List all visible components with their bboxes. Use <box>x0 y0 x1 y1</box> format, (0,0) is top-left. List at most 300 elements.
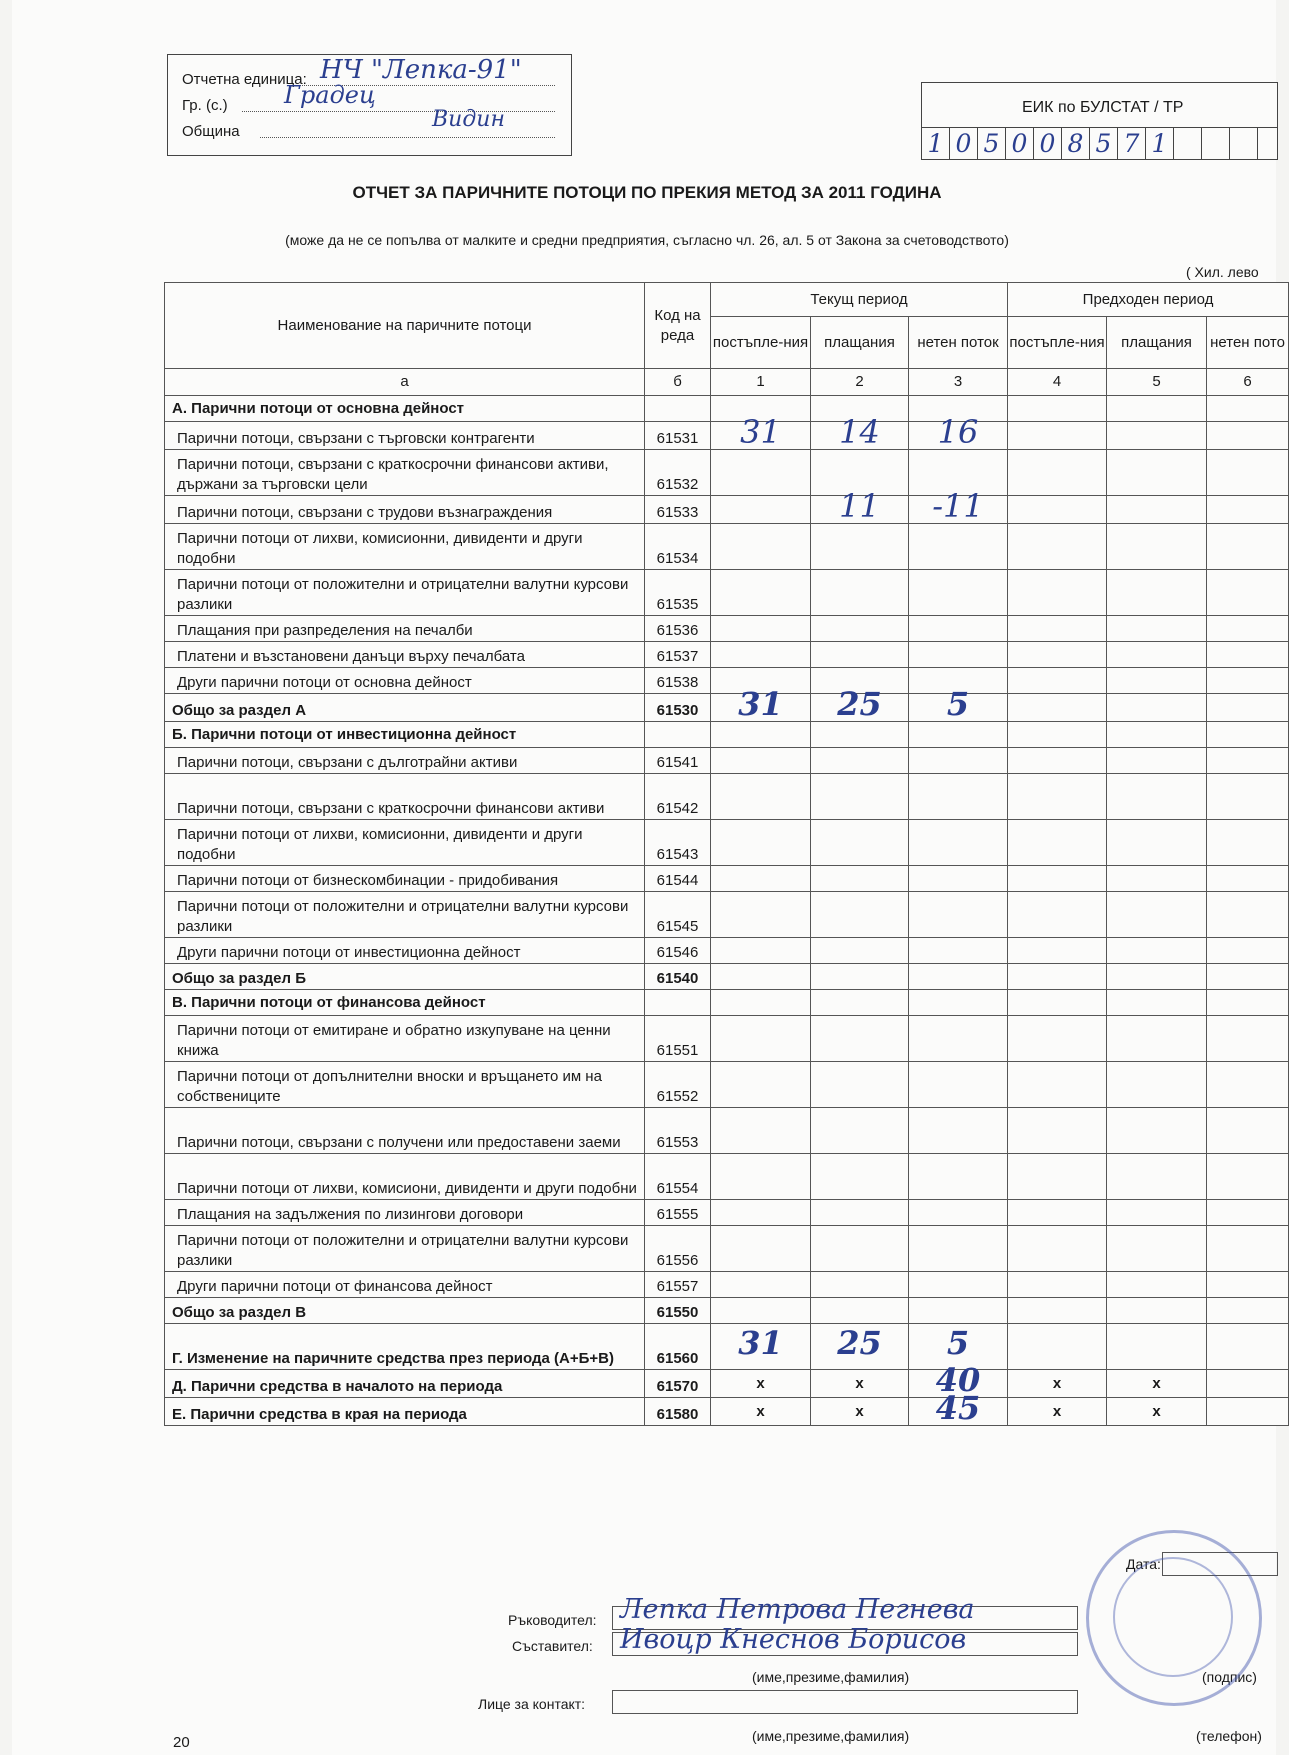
value-cell[interactable] <box>811 820 909 866</box>
value-cell[interactable] <box>1207 1324 1289 1370</box>
table-row <box>165 1016 1289 1062</box>
value-cell[interactable] <box>1008 866 1107 892</box>
row-code: 61545 <box>645 892 711 938</box>
value-cell[interactable] <box>909 774 1008 820</box>
table-row <box>165 1062 1289 1108</box>
value-cell[interactable] <box>1207 450 1289 496</box>
value-cell[interactable] <box>1107 396 1207 422</box>
eik-digit[interactable]: 0 <box>1006 128 1034 160</box>
value-cell[interactable] <box>1107 616 1207 642</box>
column-index: 2 <box>811 369 909 396</box>
value-cell[interactable] <box>1207 892 1289 938</box>
value-cell[interactable] <box>1107 422 1207 450</box>
value-cell[interactable] <box>711 938 811 964</box>
contact-field[interactable] <box>612 1690 1078 1714</box>
row-code: 61530 <box>645 694 711 722</box>
eik-digit[interactable] <box>1202 128 1230 160</box>
city-label: Гр. (с.) <box>182 97 228 114</box>
eik-digit[interactable]: 0 <box>950 128 978 160</box>
value-cell[interactable] <box>1107 990 1207 1016</box>
value-cell[interactable] <box>1107 748 1207 774</box>
table-row <box>165 496 1289 524</box>
value-cell[interactable] <box>1008 450 1107 496</box>
header-net-flow: нетен пото <box>1207 317 1289 369</box>
value-cell[interactable] <box>711 616 811 642</box>
row-code: 61541 <box>645 748 711 774</box>
eik-digit[interactable]: 1 <box>1146 128 1174 160</box>
section-header-row <box>165 722 1289 748</box>
row-code: 61532 <box>645 450 711 496</box>
report-subtitle: (може да не се попълва от малките и средни предприятия, съгласно чл. 26, ал. 5 от Закона за счетоводството) <box>285 232 1009 248</box>
value-cell[interactable] <box>811 990 909 1016</box>
column-index: 6 <box>1207 369 1289 396</box>
value-cell[interactable] <box>909 685 1008 723</box>
value-cell[interactable] <box>1008 668 1107 694</box>
value-cell[interactable] <box>711 1062 811 1108</box>
value-cell[interactable] <box>1207 964 1289 990</box>
value-cell[interactable] <box>1107 570 1207 616</box>
value-cell[interactable] <box>811 1324 909 1370</box>
value-cell[interactable] <box>1207 990 1289 1016</box>
value-cell[interactable] <box>1107 1398 1207 1426</box>
value-cell[interactable] <box>1107 642 1207 668</box>
table-row <box>165 774 1289 820</box>
row-code: 61538 <box>645 668 711 694</box>
value-cell[interactable] <box>811 642 909 668</box>
eik-digit[interactable]: 8 <box>1062 128 1090 160</box>
value-cell[interactable] <box>909 892 1008 938</box>
eik-digit[interactable]: 5 <box>978 128 1006 160</box>
value-cell[interactable] <box>1207 668 1289 694</box>
row-name: Общо за раздел А <box>165 694 645 722</box>
value-cell[interactable] <box>711 990 811 1016</box>
value-cell[interactable] <box>711 524 811 570</box>
value-cell[interactable] <box>1008 1398 1107 1426</box>
value-cell[interactable] <box>1107 722 1207 748</box>
value-cell[interactable] <box>909 1154 1008 1200</box>
row-name: Общо за раздел В <box>165 1298 645 1324</box>
value-cell[interactable] <box>1207 722 1289 748</box>
value-cell[interactable] <box>1008 570 1107 616</box>
value-cell[interactable] <box>1107 892 1207 938</box>
table-row <box>165 524 1289 570</box>
column-index: 1 <box>711 369 811 396</box>
value-cell[interactable] <box>1008 820 1107 866</box>
row-name: Парични потоци от лихви, комисионни, дивиденти и други подобни <box>165 524 645 570</box>
value-cell[interactable] <box>711 866 811 892</box>
table-row <box>165 1154 1289 1200</box>
value-cell[interactable] <box>1107 668 1207 694</box>
value-cell[interactable] <box>1207 1272 1289 1298</box>
value-cell[interactable] <box>1107 1062 1207 1108</box>
value-cell[interactable] <box>1107 964 1207 990</box>
row-name: Парични потоци от положителни и отрицателни валутни курсови разлики <box>165 892 645 938</box>
row-code: 61535 <box>645 570 711 616</box>
row-name: Други парични потоци от основна дейност <box>165 668 645 694</box>
header-payments: плащания <box>1107 317 1207 369</box>
value-cell[interactable] <box>811 1200 909 1226</box>
table-row <box>165 450 1289 496</box>
eik-digit-cells <box>922 127 1277 160</box>
value-cell[interactable] <box>811 1226 909 1272</box>
handwritten-value: 31 <box>738 1324 783 1362</box>
row-code: 61554 <box>645 1154 711 1200</box>
reporting-entity-box <box>167 54 572 156</box>
value-cell[interactable] <box>1008 722 1107 748</box>
value-cell[interactable] <box>711 1398 811 1426</box>
value-cell[interactable] <box>1008 964 1107 990</box>
value-cell[interactable] <box>811 964 909 990</box>
date-label: Дата: <box>1126 1556 1161 1572</box>
value-cell[interactable] <box>711 685 811 723</box>
row-name: Парични потоци от лихви, комисионни, дивиденти и други подобни <box>165 820 645 866</box>
value-cell[interactable] <box>811 774 909 820</box>
compiler-signature: Ивоцр Кнеснов Борисов <box>620 1624 967 1655</box>
value-cell[interactable] <box>711 774 811 820</box>
phone-caption: (телефон) <box>1196 1728 1262 1744</box>
header-current-period: Текущ период <box>711 283 1008 317</box>
value-cell[interactable] <box>811 685 909 723</box>
value-cell[interactable] <box>909 1272 1008 1298</box>
value-cell[interactable] <box>909 722 1008 748</box>
value-cell[interactable] <box>1008 938 1107 964</box>
row-name: Парични потоци, свързани с краткосрочни финансови активи, държани за търговски цели <box>165 450 645 496</box>
column-index: 3 <box>909 369 1008 396</box>
value-cell[interactable] <box>811 1062 909 1108</box>
row-name: Парични потоци от положителни и отрицателни валутни курсови разлики <box>165 1226 645 1272</box>
value-cell[interactable] <box>1207 1226 1289 1272</box>
eik-digit[interactable] <box>1174 128 1202 160</box>
row-code <box>645 396 711 422</box>
manager-signature: Лепка Петрова Пегнева <box>620 1594 975 1625</box>
row-name: В. Парични потоци от финансова дейност <box>165 990 645 1016</box>
value-cell[interactable] <box>1107 820 1207 866</box>
value-cell[interactable] <box>1107 694 1207 722</box>
not-applicable-mark: x <box>756 1374 765 1392</box>
value-cell[interactable] <box>1207 866 1289 892</box>
value-cell[interactable] <box>1107 1226 1207 1272</box>
header-code-column: Код на реда <box>645 283 711 369</box>
contact-caption: (име,презиме,фамилия) <box>752 1728 910 1744</box>
value-cell[interactable] <box>1207 1370 1289 1398</box>
value-cell[interactable] <box>1008 1016 1107 1062</box>
eik-label: ЕИК по БУЛСТАТ / ТР <box>1022 99 1184 116</box>
org-handwritten-value: НЧ "Лепка-91" <box>320 55 522 85</box>
value-cell[interactable] <box>909 1298 1008 1324</box>
row-code: 61533 <box>645 496 711 524</box>
value-cell[interactable] <box>1008 642 1107 668</box>
handwritten-value: 31 <box>738 685 783 723</box>
handwritten-value: 31 <box>740 413 781 451</box>
value-cell[interactable] <box>811 487 909 525</box>
city-handwritten-value: Градец <box>284 81 376 109</box>
value-cell[interactable] <box>711 1016 811 1062</box>
value-cell[interactable] <box>1008 1272 1107 1298</box>
value-cell[interactable] <box>1107 1324 1207 1370</box>
value-cell[interactable] <box>711 748 811 774</box>
row-name: Други парични потоци от инвестиционна дейност <box>165 938 645 964</box>
page-number: 20 <box>173 1734 190 1751</box>
municipality-handwritten-value: Видин <box>432 107 505 132</box>
value-cell[interactable] <box>811 866 909 892</box>
value-cell[interactable] <box>909 1108 1008 1154</box>
value-cell[interactable] <box>1107 524 1207 570</box>
not-applicable-mark: x <box>756 1402 765 1420</box>
column-index: 5 <box>1107 369 1207 396</box>
value-cell[interactable] <box>1008 496 1107 524</box>
value-cell[interactable] <box>909 938 1008 964</box>
eik-digit[interactable] <box>1230 128 1258 160</box>
not-applicable-mark: x <box>1052 1374 1062 1392</box>
municipality-label: Община <box>182 123 240 140</box>
value-cell[interactable] <box>1008 396 1107 422</box>
value-cell[interactable] <box>711 820 811 866</box>
value-cell[interactable] <box>1107 866 1207 892</box>
value-cell[interactable] <box>1207 524 1289 570</box>
value-cell[interactable] <box>811 570 909 616</box>
value-cell[interactable] <box>1107 938 1207 964</box>
value-cell[interactable] <box>909 748 1008 774</box>
value-cell[interactable] <box>811 1154 909 1200</box>
value-cell[interactable] <box>909 524 1008 570</box>
row-code <box>645 990 711 1016</box>
row-code: 61570 <box>645 1370 711 1398</box>
handwritten-value: -11 <box>932 487 984 525</box>
value-cell[interactable] <box>811 938 909 964</box>
eik-digit[interactable]: 1 <box>922 128 950 160</box>
row-code <box>645 722 711 748</box>
value-cell[interactable] <box>1207 820 1289 866</box>
value-cell[interactable] <box>1207 570 1289 616</box>
table-row <box>165 422 1289 450</box>
value-cell[interactable] <box>711 1370 811 1398</box>
handwritten-value: 5 <box>946 1324 970 1362</box>
value-cell[interactable] <box>1207 694 1289 722</box>
row-code: 61536 <box>645 616 711 642</box>
value-cell[interactable] <box>909 413 1008 451</box>
section-header-row <box>165 990 1289 1016</box>
row-code: 61580 <box>645 1398 711 1426</box>
handwritten-value: 16 <box>937 413 979 451</box>
table-row <box>165 820 1289 866</box>
value-cell[interactable] <box>711 1226 811 1272</box>
total-row <box>165 694 1289 722</box>
value-cell[interactable] <box>711 722 811 748</box>
value-cell[interactable] <box>909 642 1008 668</box>
row-name: Парични потоци, свързани с получени или предоставени заеми <box>165 1108 645 1154</box>
column-index: б <box>645 369 711 396</box>
not-applicable-mark: x <box>1152 1402 1161 1420</box>
not-applicable-mark: x <box>1152 1374 1161 1392</box>
value-cell[interactable] <box>811 1272 909 1298</box>
value-cell[interactable] <box>1008 1200 1107 1226</box>
value-cell[interactable] <box>909 1016 1008 1062</box>
row-name: Парични потоци, свързани с търговски контрагенти <box>165 422 645 450</box>
value-cell[interactable] <box>1107 1370 1207 1398</box>
value-cell[interactable] <box>1207 496 1289 524</box>
compiler-label: Съставител: <box>512 1638 593 1654</box>
value-cell[interactable] <box>1207 396 1289 422</box>
handwritten-value: 45 <box>935 1389 981 1427</box>
row-code: 61556 <box>645 1226 711 1272</box>
value-cell[interactable] <box>1008 524 1107 570</box>
municipality-dotted-line <box>260 137 555 138</box>
row-code: 61550 <box>645 1298 711 1324</box>
value-cell[interactable] <box>1207 774 1289 820</box>
value-cell[interactable] <box>909 487 1008 525</box>
value-cell[interactable] <box>909 1062 1008 1108</box>
value-cell[interactable] <box>1207 1298 1289 1324</box>
value-cell[interactable] <box>1008 1062 1107 1108</box>
value-cell[interactable] <box>811 1108 909 1154</box>
value-cell[interactable] <box>909 616 1008 642</box>
handwritten-value: 40 <box>935 1361 981 1399</box>
value-cell[interactable] <box>1008 694 1107 722</box>
value-cell[interactable] <box>1207 748 1289 774</box>
value-cell[interactable] <box>1008 1154 1107 1200</box>
value-cell[interactable] <box>909 1226 1008 1272</box>
value-cell[interactable] <box>711 1324 811 1370</box>
value-cell[interactable] <box>1008 990 1107 1016</box>
value-cell[interactable] <box>1207 938 1289 964</box>
eik-digit[interactable]: 0 <box>1034 128 1062 160</box>
city-row <box>182 81 376 114</box>
value-cell[interactable] <box>1008 1370 1107 1398</box>
value-cell[interactable] <box>1008 1324 1107 1370</box>
row-name: Парични потоци от положителни и отрицателни валутни курсови разлики <box>165 570 645 616</box>
value-cell[interactable] <box>811 748 909 774</box>
value-cell[interactable] <box>711 570 811 616</box>
value-cell[interactable] <box>1207 1154 1289 1200</box>
value-cell[interactable] <box>909 1389 1008 1427</box>
city-dotted-line <box>242 111 555 112</box>
row-code: 61551 <box>645 1016 711 1062</box>
eik-digit[interactable]: 5 <box>1090 128 1118 160</box>
value-cell[interactable] <box>811 1370 909 1398</box>
row-name: Плащания на задължения по лизингови договори <box>165 1200 645 1226</box>
municipality-row <box>182 107 505 140</box>
value-cell[interactable] <box>1008 1298 1107 1324</box>
table-row <box>165 748 1289 774</box>
header-net-flow: нетен поток <box>909 317 1008 369</box>
row-name: Д. Парични средства в началото на периода <box>165 1370 645 1398</box>
row-name: Г. Изменение на паричните средства през периода (А+Б+В) <box>165 1324 645 1370</box>
row-code: 61534 <box>645 524 711 570</box>
value-cell[interactable] <box>1107 1016 1207 1062</box>
handwritten-value: 11 <box>839 487 880 525</box>
not-applicable-mark: x <box>1052 1402 1062 1420</box>
value-cell[interactable] <box>1107 1108 1207 1154</box>
value-cell[interactable] <box>711 1272 811 1298</box>
value-cell[interactable] <box>711 1154 811 1200</box>
value-cell[interactable] <box>1008 422 1107 450</box>
value-cell[interactable] <box>1207 422 1289 450</box>
value-cell[interactable] <box>711 642 811 668</box>
header-receipts: постъпле-ния <box>711 317 811 369</box>
table-row <box>165 1226 1289 1272</box>
row-code: 61560 <box>645 1324 711 1370</box>
value-cell[interactable] <box>811 1398 909 1426</box>
total-row <box>165 1324 1289 1370</box>
value-cell[interactable] <box>1207 1108 1289 1154</box>
value-cell[interactable] <box>811 616 909 642</box>
value-cell[interactable] <box>811 722 909 748</box>
value-cell[interactable] <box>711 964 811 990</box>
handwritten-value: 25 <box>837 1324 882 1362</box>
value-cell[interactable] <box>909 990 1008 1016</box>
handwritten-value: 14 <box>839 413 880 451</box>
row-code: 61544 <box>645 866 711 892</box>
value-cell[interactable] <box>1107 1154 1207 1200</box>
row-name: Парични потоци, свързани с краткосрочни финансови активи <box>165 774 645 820</box>
value-cell[interactable] <box>1008 1108 1107 1154</box>
row-name: Други парични потоци от финансова дейност <box>165 1272 645 1298</box>
value-cell[interactable] <box>1107 1200 1207 1226</box>
value-cell[interactable] <box>909 866 1008 892</box>
value-cell[interactable] <box>909 1200 1008 1226</box>
value-cell[interactable] <box>1207 1062 1289 1108</box>
row-name: Парични потоци от допълнителни вноски и връщането им на собствениците <box>165 1062 645 1108</box>
table-row <box>165 1272 1289 1298</box>
value-cell[interactable] <box>711 1298 811 1324</box>
value-cell[interactable] <box>1008 1226 1107 1272</box>
table-row <box>165 1200 1289 1226</box>
value-cell[interactable] <box>1207 642 1289 668</box>
row-name: Парични потоци, свързани с дълготрайни активи <box>165 748 645 774</box>
value-cell[interactable] <box>1008 748 1107 774</box>
table-row <box>165 866 1289 892</box>
value-cell[interactable] <box>1207 1016 1289 1062</box>
value-cell[interactable] <box>909 820 1008 866</box>
value-cell[interactable] <box>909 964 1008 990</box>
value-cell[interactable] <box>811 892 909 938</box>
value-cell[interactable] <box>811 1016 909 1062</box>
value-cell[interactable] <box>1107 1298 1207 1324</box>
cash-flow-table <box>164 282 1289 1426</box>
value-cell[interactable] <box>711 1200 811 1226</box>
row-code: 61557 <box>645 1272 711 1298</box>
value-cell[interactable] <box>1008 892 1107 938</box>
value-cell[interactable] <box>811 524 909 570</box>
value-cell[interactable] <box>1207 616 1289 642</box>
value-cell[interactable] <box>1107 1272 1207 1298</box>
value-cell[interactable] <box>711 450 811 496</box>
value-cell[interactable] <box>909 570 1008 616</box>
value-cell[interactable] <box>811 413 909 451</box>
value-cell[interactable] <box>1107 496 1207 524</box>
row-name: Плащания при разпределения на печалби <box>165 616 645 642</box>
value-cell[interactable] <box>711 892 811 938</box>
table-row <box>165 642 1289 668</box>
value-cell[interactable] <box>1008 616 1107 642</box>
value-cell[interactable] <box>711 1108 811 1154</box>
value-cell[interactable] <box>711 496 811 524</box>
row-name: А. Парични потоци от основна дейност <box>165 396 645 422</box>
value-cell[interactable] <box>1207 1200 1289 1226</box>
value-cell[interactable] <box>1008 774 1107 820</box>
eik-digit[interactable]: 7 <box>1118 128 1146 160</box>
value-cell[interactable] <box>811 1298 909 1324</box>
handwritten-value: 25 <box>837 685 882 723</box>
value-cell[interactable] <box>711 413 811 451</box>
value-cell[interactable] <box>1207 1398 1289 1426</box>
value-cell[interactable] <box>1107 774 1207 820</box>
table-row <box>165 616 1289 642</box>
value-cell[interactable] <box>1107 450 1207 496</box>
row-code: 61531 <box>645 422 711 450</box>
signature-caption: (подпис) <box>1202 1669 1257 1685</box>
units-label: ( Хил. лево <box>1186 264 1259 280</box>
